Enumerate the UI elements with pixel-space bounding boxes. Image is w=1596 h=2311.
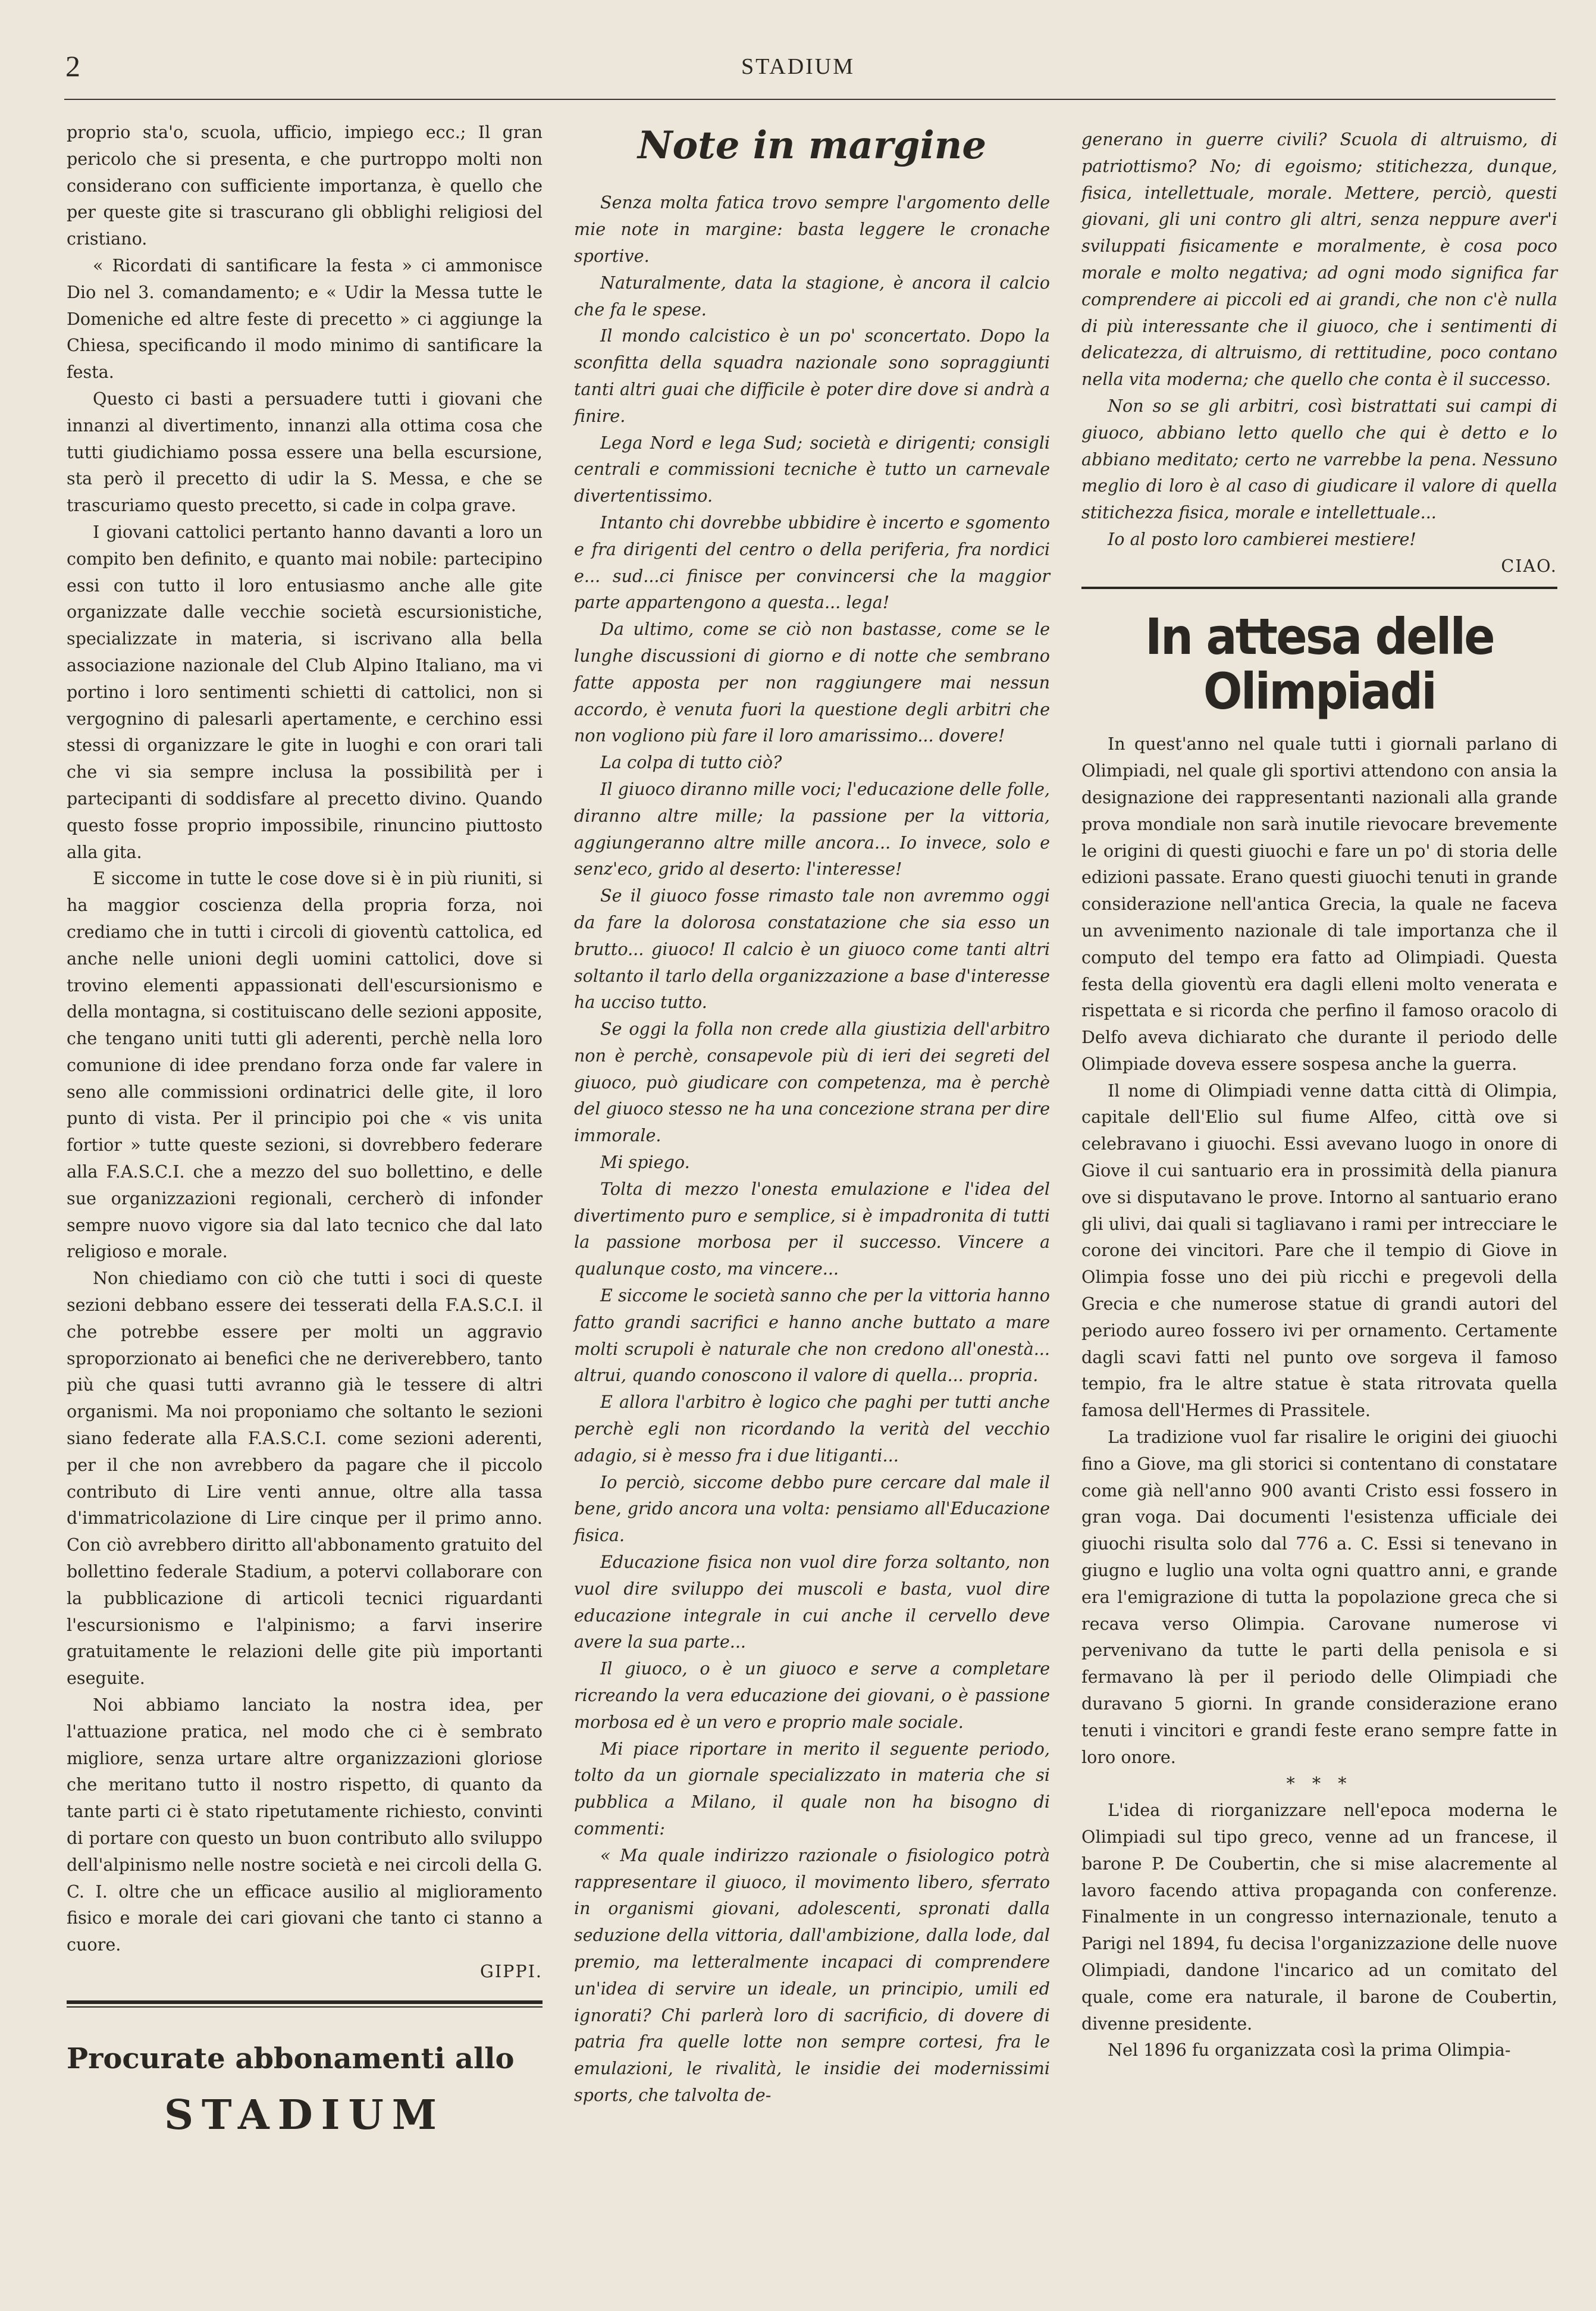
article-paragraph: E siccome in tutte le cose dove si è in più riuniti, si ha maggior coscienza della propria forza, noi crediamo che in tutti i circoli di gioventù cattolica, ed anche nelle unioni degli uomini cattolici, dove si trovino elementi appassionati dell'escursionismo e della montagna, si costituiscano delle sezioni apposite, che tengano uniti tutti gli aderenti, perchè nella loro comunione di idee prendano forza onde far valere in seno alle commissioni ordinatrici delle gite, il loro punto di vista. Per il principio poi che « vis unita fortior » tutte queste sezioni, si dovrebbero federare alla F.A.S.C.I. che a mezzo del suo bollettino, e delle sue organizzazioni regionali, cercherò di infonder sempre nuovo vigore sia dal lato tecnico che dal lato religioso e morale. [67,868,543,1262]
note-paragraph: generano in guerre civili? Scuola di altruismo, di patriottismo? No; di egoismo; stitichezza, dunque, fisica, intellettuale, morale. Mettere, perciò, questi giovani, gli uni contro gli altri, senza neppure aver'i sviluppati fisicamente e moralmente, è cosa poco morale e molto negativa; ad ogni modo significa far comprendere ai piccoli ed ai grandi, che non c'è nulla di più interessante che il giuoco, che i sentimenti di delicatezza, di altruismo, di rettitudine, poco contano nella vita moderna; che quello che conta è il successo. [1081,129,1557,390]
note-paragraph: Da ultimo, come se ciò non bastasse, come se le lunghe discussioni di giorno e di notte che sembrano fatte apposta per non raggiungere mai nessun accordo, è venuta fuori la questione degli arbitri che non vogliono più fare il loro amarissimo... dovere! [574,619,1050,746]
section-title-note-in-margine: Note in margine [637,123,987,168]
column-3 [1081,126,1557,2063]
note-paragraph: Intanto chi dovrebbe ubbidire è incerto e sgomento e fra dirigenti del centro o della periferia, fra nordici e... sud...ci finisce per convincersi che la maggior parte appartengono a questa... lega! [574,512,1050,613]
note-signature: CIAO. [1501,555,1557,576]
masthead-title: STADIUM [741,54,855,79]
note-paragraph: Lega Nord e lega Sud; società e dirigenti; consigli centrali e commissioni tecniche è tutto un carnevale divertentissimo. [574,432,1050,506]
note-paragraph: Senza molta fatica trovo sempre l'argomento delle mie note in margine: basta leggere le cronache sportive. [574,192,1050,266]
article-paragraph: Non chiediamo con ciò che tutti i soci di queste sezioni debbano essere dei tesserati della F.A.S.C.I. il che potrebbe essere per molti un aggravio sproporzionato ai benefici che ne deriverebbero, tanto più che quasi tutti avranno già le tessere di altri organismi. Ma noi proponiamo che soltanto le sezioni siano federate alla F.A.S.C.I. come sezioni aderenti, per il che non avrebbero da pagare che il piccolo contributo di Lire venti annue, oltre alla tassa d'immatricolazione di Lire cinque per il primo anno. Con ciò avrebbero diritto all'abbonamento gratuito del bollettino federale Stadium, a potervi collaborare con la pubblicazione di articoli tecnici riguardanti l'escursionismo e l'alpinismo; a farvi inserire gratuitamente le relazioni delle gite più importanti eseguite. [67,1268,543,1689]
note-paragraph: Mi piace riportare in merito il seguente periodo, tolto da un giornale specializzato in materia che si pubblica a Milano, il quale non ha bisogno di commenti: [574,1738,1050,1839]
note-paragraph: La colpa di tutto ciò? [600,752,782,773]
article-paragraph: proprio sta'o, scuola, ufficio, impiego ecc.; Il gran pericolo che si presenta, e che purtroppo molti non considerano con sufficiente importanza, è quello che per queste gite si trascurano gli obblighi religiosi del cristiano. [67,122,543,249]
promo-rule-thick [67,2000,543,2004]
note-paragraph: Io al posto loro cambierei mestiere! [1108,528,1416,549]
note-paragraph: « Ma quale indirizzo razionale o fisiologico potrà rappresentare il giuoco, il movimento libero, sferrato in organismi giovani, adolescenti, spronati dalla seduzione della vittoria, dall'ambizione, dalla lode, dal premio, ma letteralmente incapaci di comprendere un'idea di servire un ideale, un principio, umili ed ignorati? Chi parlerà loro di sacrificio, di dovere di patria fra quelle lotte non sempre cortesi, fra le emulazioni, le rivalità, le insidie dei modernissimi sports, che talvolta de- [574,1845,1050,2105]
header-rule [64,99,1556,100]
note-paragraph: Mi spiego. [600,1152,690,1173]
article-paragraph: « Ricordati di santificare la festa » ci ammonisce Dio nel 3. comandamento; e « Udir la Messa tutte le Domeniche ed altre feste di precetto » ci aggiunge la Chiesa, specificando il modo minimo di santificare la festa. [67,255,543,383]
note-paragraph: E allora l'arbitro è logico che paghi per tutti anche perchè egli non ricordando la verità del vecchio adagio, si è messo fra i due litiganti... [574,1392,1050,1465]
note-paragraph: Il giuoco diranno mille voci; l'educazione delle folle, diranno altre mille; la passione per la vittoria, aggiungeranno altre mille ancora... Io invece, solo e senz'eco, grido al deserto: l'interesse! [574,778,1050,879]
article-paragraph: La tradizione vuol far risalire le origini dei giuochi fino a Giove, ma gli storici si contentano di constatare come già nell'anno 900 avanti Cristo essi fossero in gran voga. Dai documenti l'esistenza ufficiale dei giuochi risulta solo dal 776 a. C. Essi si tenevano in giugno e luglio una volta ogni quattro anni, e grande era l'emigrazione di tutta la popolazione greca che si recava verso Olimpia. Carovane numerose vi pervenivano da tutte le parti della penisola e si fermavano là per il periodo delle Olimpiadi che duravano 5 giorni. In grande considerazione erano tenuti i vincitori e grandi feste erano sempre fatte in loro onore. [1081,1427,1557,1767]
article-paragraph: Il nome di Olimpiadi venne datta città di Olimpia, capitale dell'Elio sul fiume Alfeo, città ove si celebravano i giuochi. Essi avevano luogo in onore di Giove il cui santuario era in prossimità della pianura ove si disputavano le prove. Intorno al santuario erano gli ulivi, dai quali si tagliavano i rami per intrecciare le corone dei vincitori. Pare che il tempio di Giove in Olimpia fosse uno dei più ricchi e pregevoli della Grecia e che numerose statue di grandi autori del periodo aureo fossero ivi per ornamento. Certamente dagli scavi fatti nel punto ove sorgeva il famoso tempio, fra le altre statue è stata ritrovata quella famosa dell'Hermes di Prassitele. [1081,1080,1557,1421]
note-paragraph: Tolta di mezzo l'onesta emulazione e l'idea del divertimento puro e semplice, si è impadronita di tutti la passione morbosa per il successo. Vincere a qualunque costo, ma vincere... [574,1178,1050,1279]
article-paragraph: Noi abbiamo lanciato la nostra idea, per l'attuazione pratica, nel modo che ci è sembrato migliore, senza urtare altre organizzazioni gloriose che meritano tutto il nostro rispetto, di quanto da tante parti ci è stato ripetutamente richiesto, convinti di portare con questo un buon contributo allo sviluppo dell'alpinismo nelle nostre società e nei circoli della G. C. I. oltre che un efficace ausilio al miglioramento fisico e morale dei cari giovani che tanto ci stanno a cuore. [67,1695,543,1955]
promo-rule-thin [67,2006,543,2008]
note-paragraph: E siccome le società sanno che per la vittoria hanno fatto grandi sacrifici e hanno anche buttato a mare molti scrupoli è naturale che non credono all'onestà... altrui, quando conoscono il valore di quella... propria. [574,1285,1050,1386]
note-paragraph: Io perciò, siccome debbo pure cercare dal male il bene, grido ancora una volta: pensiamo all'Educazione fisica. [574,1471,1050,1546]
promo-masthead: STADIUM [164,2091,446,2140]
column-2 [574,125,1050,2109]
article-title-olimpiadi: In attesa delle Olimpiadi [1145,607,1494,721]
article-paragraph: In quest'anno nel quale tutti i giornali parlano di Olimpiadi, nel quale gli sportivi attendono con ansia la designazione dei rappresentanti nazionali alla grande prova mondiale non sarà inutile rievocare brevemente le origini di questi giuochi e fare un po' di storia delle edizioni passate. Erano questi giuochi tenuti in grande considerazione nell'antica Grecia, la quale ne faceva un avvenimento nazionale di tale importanza che il computo del tempo era fatto ad Olimpiadi. Questa festa della gioventù era dagli elleni molto venerata e rispettata e si ricorda che perfino il famoso oracolo di Delfo aveva dichiarato che durante il periodo delle Olimpiade doveva essere sospesa anche la guerra. [1081,734,1557,1074]
article-paragraph: L'idea di riorganizzare nell'epoca moderna le Olimpiadi sul tipo greco, venne ad un francese, il barone P. De Coubertin, che si mise alacremente al lavoro facendo attiva propaganda con conferenze. Finalmente in un congresso internazionale, tenuto a Parigi nel 1894, fu decisa l'organizzazione delle nuove Olimpiadi, dandone l'incarico ad un comitato del quale, come era naturale, il barone de Coubertin, divenne presidente. [1081,1800,1557,2034]
article-paragraph: Nel 1896 fu organizzata così la prima Olimpia- [1108,2040,1511,2061]
note-paragraph: Il giuoco, o è un giuoco e serve a completare ricreando la vera educazione dei giovani, o è passione morbosa ed è un vero e proprio male sociale. [574,1658,1050,1732]
note-paragraph: Educazione fisica non vuol dire forza soltanto, non vuol dire sviluppo dei muscoli e basta, vuol dire educazione integrale in cui anche il cervello deve avere la sua parte... [574,1552,1050,1652]
note-paragraph: Il mondo calcistico è un po' sconcertato. Dopo la sconfitta della squadra nazionale sono sopraggiunti tanti altri guai che difficile è poter dire dove si andrà a finire. [574,325,1050,426]
article-paragraph: I giovani cattolici pertanto hanno davanti a loro un compito ben definito, e quanto mai nobile: partecipino essi con tutto il loro entusiasmo anche alle gite organizzate dalle vecchie società escursionistiche, specializzate in materia, si iscrivano alla bella associazione nazionale del Club Alpino Italiano, ma vi portino i loro sentimenti schietti di cattolici, non si vergognino di palesarli apertamente, e cerchino essi stessi di organizzare le gite in luoghi e con orari tali che vi sia sempre inclusa la possibilità per i partecipanti di soddisfare al precetto divino. Quando questo fosse proprio impossibile, rinuncino piuttosto alla gita. [67,521,543,862]
note-paragraph: Naturalmente, data la stagione, è ancora il calcio che fa le spese. [574,272,1050,320]
note-paragraph: Non so se gli arbitri, così bistrattati sui campi di giuoco, abbiano letto quello che qui è detto e lo abbiano meditato; certo ne varrebbe la pena. Nessuno meglio di loro è al caso di giudicare il valore di quella stitichezza fisica, morale e intellettuale... [1081,395,1557,523]
article-signature: GIPPI. [480,1961,543,1981]
promo-headline: Procurate abbonamenti allo [67,2041,515,2075]
note-paragraph: Se oggi la folla non crede alla giustizia dell'arbitro non è perchè, consapevole più di ieri dei segreti del giuoco, può giudicare con competenza, ma è perchè del giuoco stesso ne ha una concezione strana per dire immorale. [574,1019,1050,1146]
page-number: 2 [65,49,80,83]
section-rule [1081,587,1557,589]
column-1 [67,119,543,2140]
note-paragraph: Se il giuoco fosse rimasto tale non avremmo oggi da fare la dolorosa constatazione che sia esso un brutto... giuoco! Il calcio è un giuoco come tanti altri soltanto il tarlo della organizzazione a base d'interesse ha ucciso tutto. [574,885,1050,1013]
article-paragraph: Questo ci basti a persuadere tutti i giovani che innanzi al divertimento, innanzi alla ottima cosa che tutti giudichiamo possa essere una bella escursione, sta però il precetto di udir la S. Messa, e che se trascuriamo questo precetto, si cade in colpa grave. [67,388,543,516]
section-separator: * * * [1286,1773,1353,1794]
